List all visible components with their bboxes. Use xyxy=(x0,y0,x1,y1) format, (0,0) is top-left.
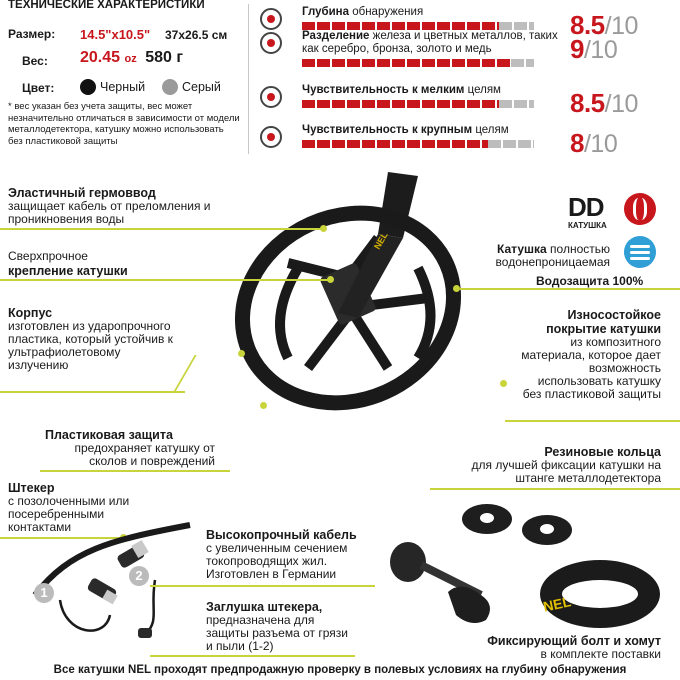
rating-score xyxy=(570,128,617,159)
rubber-ring-left xyxy=(462,504,512,534)
color-swatch-gray xyxy=(162,79,178,95)
rings-text: для лучшей фиксации катушки на штанге металлодетектора xyxy=(471,458,661,485)
rating-score-value: 8.5 xyxy=(570,88,605,118)
rating-bar xyxy=(302,59,534,67)
vertical-divider xyxy=(248,4,249,154)
marker-1: 1 xyxy=(34,583,54,603)
cable-title: Высокопрочный кабель xyxy=(206,528,357,542)
rating-bar-remainder xyxy=(499,22,534,30)
dd-sub: КАТУШКА xyxy=(568,221,607,230)
color-swatch-black xyxy=(80,79,96,95)
body-dot xyxy=(238,350,245,357)
strap-illustration xyxy=(540,560,660,628)
plug-title: Штекер xyxy=(8,481,55,495)
footer-note: Все катушки NEL проходят предпродажную проверку в полевых условиях на глубину обнаружения xyxy=(53,664,627,676)
gland-text: защищает кабель от преломления и проникновения воды xyxy=(8,199,211,226)
marker-2: 2 xyxy=(129,566,149,586)
waterproof-icon xyxy=(624,236,656,268)
weight-label: Вес: xyxy=(22,54,48,68)
size-label: Размер: xyxy=(8,27,56,41)
rating-score-max: /10 xyxy=(583,36,618,64)
coil-illustration xyxy=(228,168,478,428)
rating-score-value: 8 xyxy=(570,128,584,158)
gland-underline xyxy=(0,228,322,230)
body-underline xyxy=(0,391,185,393)
shield-dot xyxy=(260,402,267,409)
coil-text: полностью водонепроницаемая xyxy=(495,242,610,269)
weight-note-text: вес указан без учета защиты, вес может незначительно отличаться в зависимости от модели металлодетектора, катушку можно использовать без пластиковой защиты xyxy=(8,101,240,147)
weight-note: * вес указан без учета защиты, вес может незначительно отличаться в зависимости от модели металлодетектора, катушку можно использовать без пластиковой защиты xyxy=(8,101,240,147)
bolt-text: в комплекте поставки xyxy=(540,647,661,661)
shield-underline xyxy=(40,470,230,472)
rating-label-bold: Чувствительность к мелким xyxy=(302,84,465,96)
rating-score xyxy=(570,88,638,119)
coil-text-block xyxy=(455,243,610,269)
coating-text: из композитного материала, которое дает возможность использовать катушку без пластиковой защиты xyxy=(521,335,661,401)
rating-score xyxy=(570,34,617,65)
bolt-title: Фиксирующий болт и хомут xyxy=(487,634,661,648)
rating-label-bold: Глубина xyxy=(302,6,350,18)
mount-underline xyxy=(0,279,330,281)
rating-label-bold: Чувствительность к крупным xyxy=(302,124,473,136)
rating-label-rest: целям xyxy=(472,124,509,136)
cap-title: Заглушка штекера, xyxy=(206,600,323,614)
cable-underline xyxy=(150,585,375,587)
rating-bar xyxy=(302,100,534,108)
rating-label-rest: железа и цветных металлов, таких как серебро, бронза, золото и медь xyxy=(302,30,558,55)
gland-title: Эластичный гермоввод xyxy=(8,186,156,200)
large-targets-icon xyxy=(260,126,282,148)
depth-icon xyxy=(260,8,282,30)
coil-underline xyxy=(460,288,680,290)
mount-dot xyxy=(327,276,334,283)
weight-values xyxy=(80,49,183,67)
rating-label xyxy=(302,6,564,19)
weight-oz-unit: oz xyxy=(124,53,137,65)
rating-label xyxy=(302,124,564,137)
coil-title: Катушка xyxy=(497,242,547,256)
rating-label xyxy=(302,84,564,97)
rings-underline xyxy=(430,488,680,490)
size-cm: 37x26.5 см xyxy=(165,28,228,42)
rubber-ring-right xyxy=(522,515,572,545)
color-label: Цвет: xyxy=(22,81,55,95)
rating-score-max: /10 xyxy=(604,12,638,40)
rating-label-rest: целям xyxy=(464,84,501,96)
separation-icon xyxy=(260,32,282,54)
bolt-illustration xyxy=(386,540,506,630)
color-gray-label: Серый xyxy=(182,80,221,94)
strap-brand: NEL xyxy=(541,593,573,615)
rings-title: Резиновые кольца xyxy=(544,445,661,459)
specs-title: ТЕХНИЧЕСКИЕ ХАРАКТЕРИСТИКИ xyxy=(8,0,205,11)
mount-text: Сверхпрочное xyxy=(8,249,88,263)
rating-bar-remainder xyxy=(488,140,534,148)
body-leader xyxy=(173,355,196,392)
weight-grams: 580 г xyxy=(145,49,183,66)
gland-dot xyxy=(320,225,327,232)
weight-oz: 20.45 xyxy=(80,49,121,66)
body-text: изготовлен из ударопрочного пластика, который устойчив к ультрафиолетовому излучению xyxy=(8,319,173,372)
rating-bar xyxy=(302,22,534,30)
body-title: Корпус xyxy=(8,306,53,320)
coating-dot xyxy=(500,380,507,387)
coating-underline xyxy=(505,420,680,422)
rating-score-max: /10 xyxy=(583,130,618,158)
coil-dot xyxy=(453,285,460,292)
mount-title: крепление катушки xyxy=(8,264,128,278)
waterproof-label: Водозащита 100% xyxy=(536,274,644,288)
dd-label: DD xyxy=(568,192,604,222)
rating-bar xyxy=(302,140,534,148)
rating-bar-remainder xyxy=(499,100,534,108)
rating-score-value: 9 xyxy=(570,34,584,64)
dd-coil-icon xyxy=(624,193,656,225)
coil-brand-label: NEL xyxy=(372,230,390,251)
cap-underline xyxy=(150,655,355,657)
rating-label-rest: обнаружения xyxy=(349,6,424,18)
cable-text: с увеличенным сечением токопроводящих жил. Изготовлен в Германии xyxy=(206,541,348,581)
color-black-label: Черный xyxy=(100,80,146,94)
rating-label xyxy=(302,30,564,56)
shield-text: предохраняет катушку от сколов и повреждений xyxy=(74,441,215,468)
rating-bar-remainder xyxy=(511,59,534,67)
small-targets-icon xyxy=(260,86,282,108)
rating-score-max: /10 xyxy=(604,90,638,118)
rating-label-bold: Разделение xyxy=(302,30,370,42)
rating-score-value: 8.5 xyxy=(570,10,605,40)
coating-title: Износостойкое покрытие катушки xyxy=(546,308,661,336)
size-inches: 14.5"x10.5" xyxy=(80,27,151,42)
shield-title: Пластиковая защита xyxy=(45,428,173,442)
plug-text: с позолоченными или посеребренными контактами xyxy=(8,494,130,534)
cap-text: предназначена для защиты разъема от грязи и пыли (1-2) xyxy=(206,613,348,653)
